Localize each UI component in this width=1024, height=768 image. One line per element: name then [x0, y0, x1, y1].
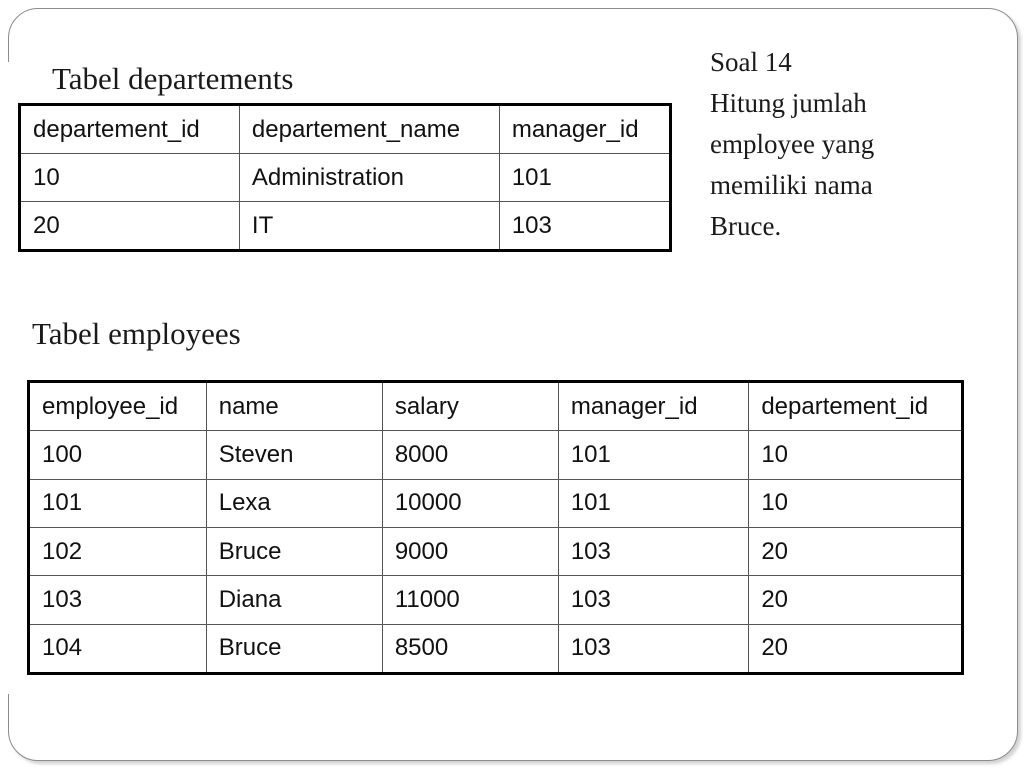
- table-cell: 100: [29, 431, 207, 479]
- column-header: departement_name: [239, 105, 499, 154]
- table-cell: 10: [749, 479, 963, 527]
- column-header: salary: [382, 382, 558, 431]
- column-header: manager_id: [558, 382, 748, 431]
- table-cell: Lexa: [206, 479, 382, 527]
- table-cell: 101: [558, 479, 748, 527]
- table-cell: 20: [749, 624, 963, 673]
- question-line: Bruce.: [710, 211, 782, 241]
- question-text: [710, 42, 874, 247]
- table-row: [29, 431, 963, 479]
- column-header: departement_id: [20, 105, 240, 154]
- table-cell: 8500: [382, 624, 558, 673]
- column-header: departement_id: [749, 382, 963, 431]
- table-cell: 103: [558, 624, 748, 673]
- table-row: [20, 202, 671, 251]
- table-row: [29, 624, 963, 673]
- table-cell: Steven: [206, 431, 382, 479]
- table-cell: Diana: [206, 576, 382, 624]
- table-cell: 103: [558, 527, 748, 575]
- table-cell: 10: [20, 154, 240, 202]
- table-cell: 101: [29, 479, 207, 527]
- question-line: employee yang: [710, 129, 875, 159]
- column-header: employee_id: [29, 382, 207, 431]
- table-cell: 102: [29, 527, 207, 575]
- table-cell: 103: [29, 576, 207, 624]
- table-cell: 10000: [382, 479, 558, 527]
- employees-table: [27, 380, 964, 675]
- table-cell: 103: [558, 576, 748, 624]
- question-line: Hitung jumlah: [710, 88, 867, 118]
- table-cell: 20: [20, 202, 240, 251]
- table-cell: 20: [749, 576, 963, 624]
- question-line: memiliki nama: [710, 170, 873, 200]
- table-cell: Bruce: [206, 527, 382, 575]
- departements-table-title: Tabel departements: [52, 61, 294, 96]
- table-header-row: [29, 382, 963, 431]
- table-cell: 10: [749, 431, 963, 479]
- table-cell: 8000: [382, 431, 558, 479]
- column-header: manager_id: [499, 105, 670, 154]
- frame-left-gap: [4, 62, 14, 694]
- table-cell: Administration: [239, 154, 499, 202]
- table-row: [29, 527, 963, 575]
- table-cell: 101: [558, 431, 748, 479]
- table-row: [20, 154, 671, 202]
- table-cell: 103: [499, 202, 670, 251]
- question-number: Soal 14: [710, 47, 792, 77]
- departements-table: [18, 103, 672, 252]
- table-row: [29, 576, 963, 624]
- table-cell: 20: [749, 527, 963, 575]
- table-cell: 101: [499, 154, 670, 202]
- employees-table-title: Tabel employees: [32, 316, 241, 351]
- table-cell: Bruce: [206, 624, 382, 673]
- table-cell: IT: [239, 202, 499, 251]
- table-cell: 11000: [382, 576, 558, 624]
- table-cell: 9000: [382, 527, 558, 575]
- table-cell: 104: [29, 624, 207, 673]
- column-header: name: [206, 382, 382, 431]
- table-row: [29, 479, 963, 527]
- table-header-row: [20, 105, 671, 154]
